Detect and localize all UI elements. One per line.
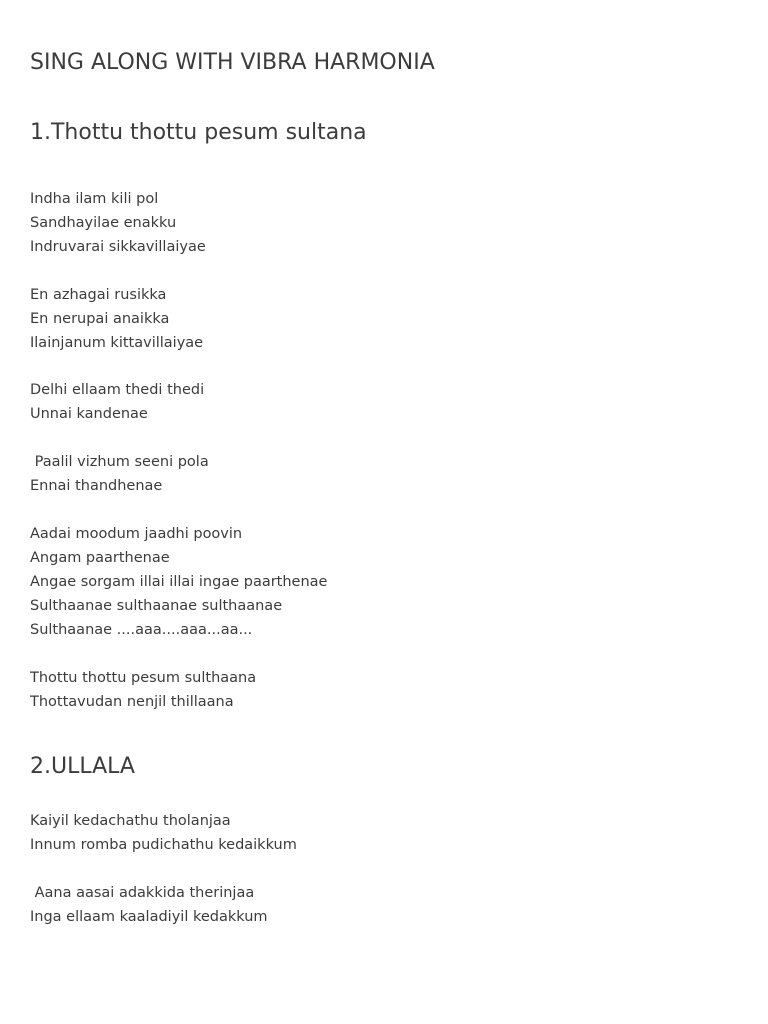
lyric-line: Unnai kandenae [30, 406, 148, 422]
song-title-2: 2.ULLALA [30, 754, 135, 779]
lyric-line: Sulthaanae sulthaanae sulthaanae [30, 598, 283, 614]
lyric-line: Thottu thottu pesum sulthaana [30, 670, 257, 686]
lyric-line: Kaiyil kedachathu tholanjaa [30, 813, 231, 829]
lyric-line: Angae sorgam illai illai ingae paarthenae [30, 574, 328, 590]
lyric-line: Innum romba pudichathu kedaikkum [30, 837, 297, 853]
song-title-1: 1.Thottu thottu pesum sultana [30, 120, 367, 145]
lyric-line: Paalil vizhum seeni pola [30, 454, 209, 470]
lyric-line: En azhagai rusikka [30, 287, 167, 303]
lyric-line: Sandhayilae enakku [30, 215, 177, 231]
lyric-line: Delhi ellaam thedi thedi [30, 382, 205, 398]
lyric-line: Aadai moodum jaadhi poovin [30, 526, 243, 542]
lyric-line: Thottavudan nenjil thillaana [30, 694, 234, 710]
lyric-line: Ennai thandhenae [30, 478, 163, 494]
lyric-line: Inga ellaam kaaladiyil kedakkum [30, 909, 268, 925]
document-title: SING ALONG WITH VIBRA HARMONIA [30, 50, 435, 75]
lyric-line: Indruvarai sikkavillaiyae [30, 239, 206, 255]
lyric-line: Indha ilam kili pol [30, 191, 159, 207]
lyric-line: Aana aasai adakkida therinjaa [30, 885, 255, 901]
lyric-line: En nerupai anaikka [30, 311, 170, 327]
lyric-line: Angam paarthenae [30, 550, 170, 566]
lyric-line: Sulthaanae ....aaa....aaa...aa... [30, 622, 253, 638]
lyric-line: Ilainjanum kittavillaiyae [30, 335, 204, 351]
